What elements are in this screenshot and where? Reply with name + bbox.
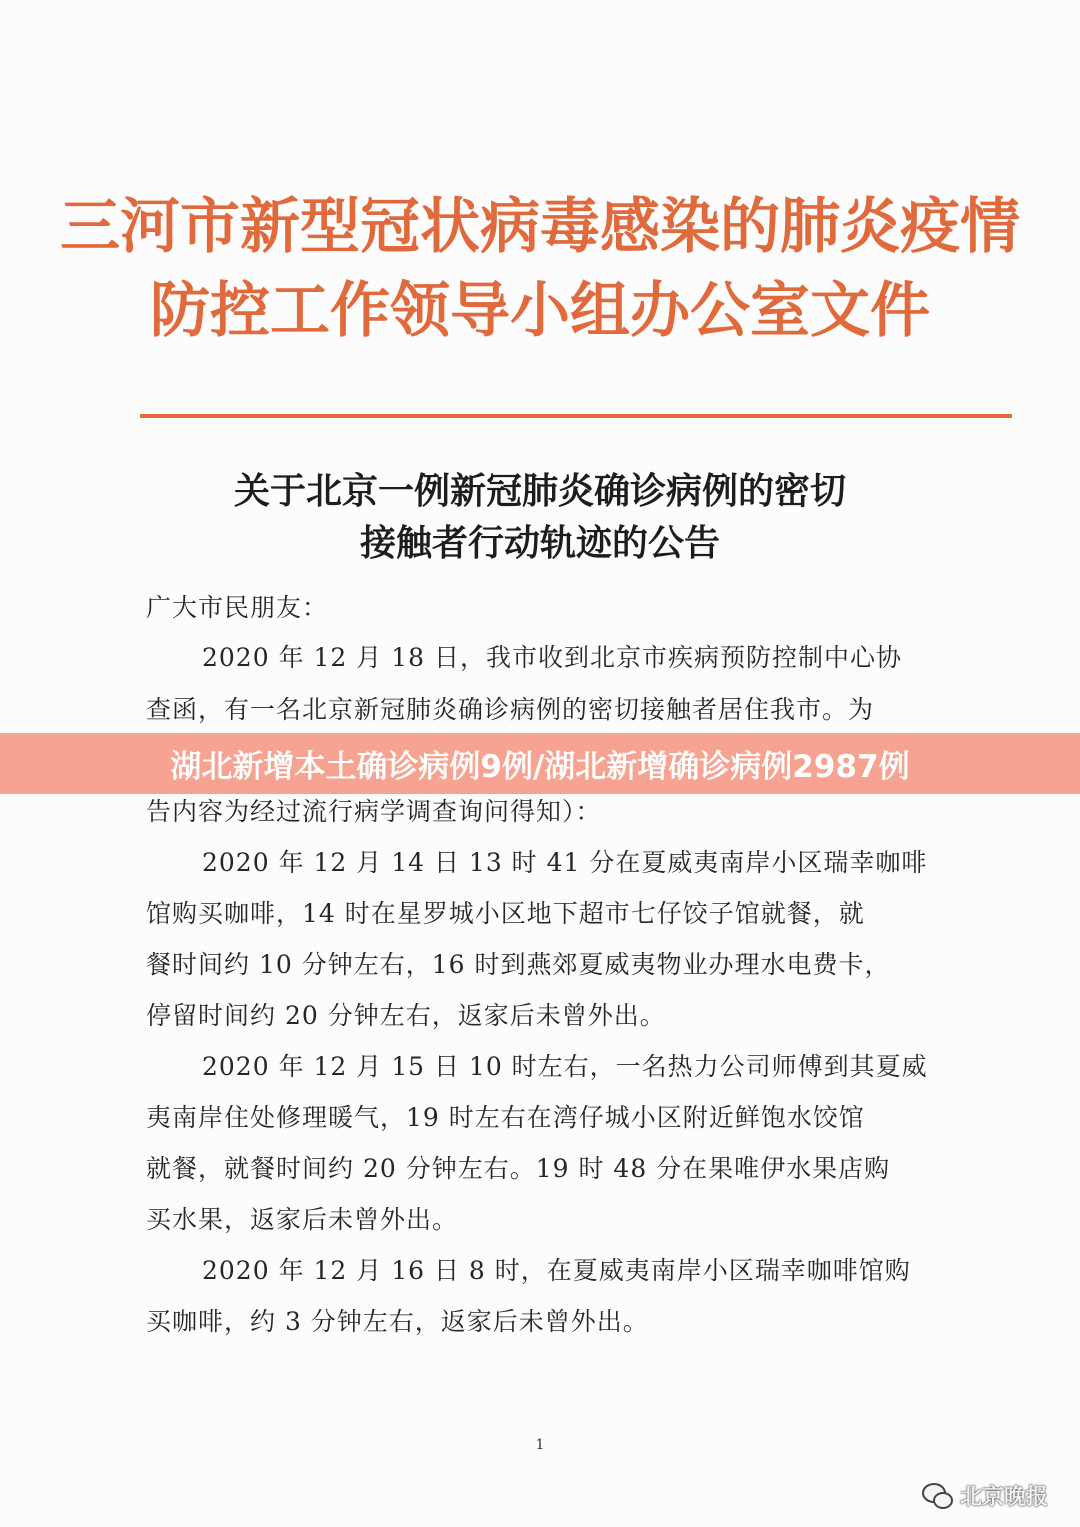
paragraph-4-line-1: 2020 年 12 月 16 日 8 时，在夏威夷南岸小区瑞幸咖啡馆购 bbox=[202, 1256, 911, 1285]
paragraph-3-line-4: 买水果，返家后未曾外出。 bbox=[146, 1205, 459, 1234]
notice-title-line-1: 关于北京一例新冠肺炎确诊病例的密切 bbox=[233, 471, 846, 512]
paragraph-1-line-1: 2020 年 12 月 18 日，我市收到北京市疾病预防控制中心协 bbox=[202, 643, 902, 672]
paragraph-4-line-2: 买咖啡，约 3 分钟左右，返家后未曾外出。 bbox=[146, 1307, 649, 1336]
paragraph-2-line-1: 2020 年 12 月 14 日 13 时 41 分在夏威夷南岸小区瑞幸咖啡 bbox=[202, 848, 928, 877]
notice-title-line-2: 接触者行动轨迹的公告 bbox=[359, 523, 720, 564]
paragraph-3-line-1: 2020 年 12 月 15 日 10 时左右，一名热力公司师傅到其夏威 bbox=[202, 1052, 928, 1081]
watermark-text: 北京晚报 bbox=[959, 1485, 1048, 1510]
page-number: 1 bbox=[535, 1437, 545, 1453]
paragraph-2-line-3: 餐时间约 10 分钟左右，16 时到燕郊夏威夷物业办理水电费卡， bbox=[146, 950, 891, 979]
issuer-header-line-2: 防控工作领导小组办公室文件 bbox=[150, 276, 930, 346]
paragraph-3-line-3: 就餐，就餐时间约 20 分钟左右。19 时 48 分在果唯伊水果店购 bbox=[146, 1154, 891, 1183]
greeting: 广大市民朋友： bbox=[146, 593, 329, 622]
headline-banner bbox=[0, 733, 1080, 794]
source-watermark bbox=[922, 1480, 1048, 1511]
paragraph-1-line-4: 告内容为经过流行病学调查询问得知）： bbox=[146, 797, 602, 826]
paragraph-1-line-2: 查函，有一名北京新冠肺炎确诊病例的密切接触者居住我市。为 bbox=[146, 695, 875, 724]
paragraph-2-line-4: 停留时间约 20 分钟左右，返家后未曾外出。 bbox=[146, 1001, 666, 1030]
header-divider bbox=[140, 414, 1012, 418]
headline-banner-text: 湖北新增本土确诊病例9例/湖北新增确诊病例2987例 bbox=[170, 749, 910, 785]
issuer-header-line-1: 三河市新型冠状病毒感染的肺炎疫情 bbox=[60, 192, 1020, 262]
wechat-icon bbox=[922, 1483, 952, 1509]
paragraph-2-line-2: 馆购买咖啡，14 时在星罗城小区地下超市七仔饺子馆就餐，就 bbox=[146, 899, 865, 928]
paragraph-3-line-2: 夷南岸住处修理暖气，19 时左右在湾仔城小区附近鲜饱水饺馆 bbox=[146, 1103, 865, 1132]
